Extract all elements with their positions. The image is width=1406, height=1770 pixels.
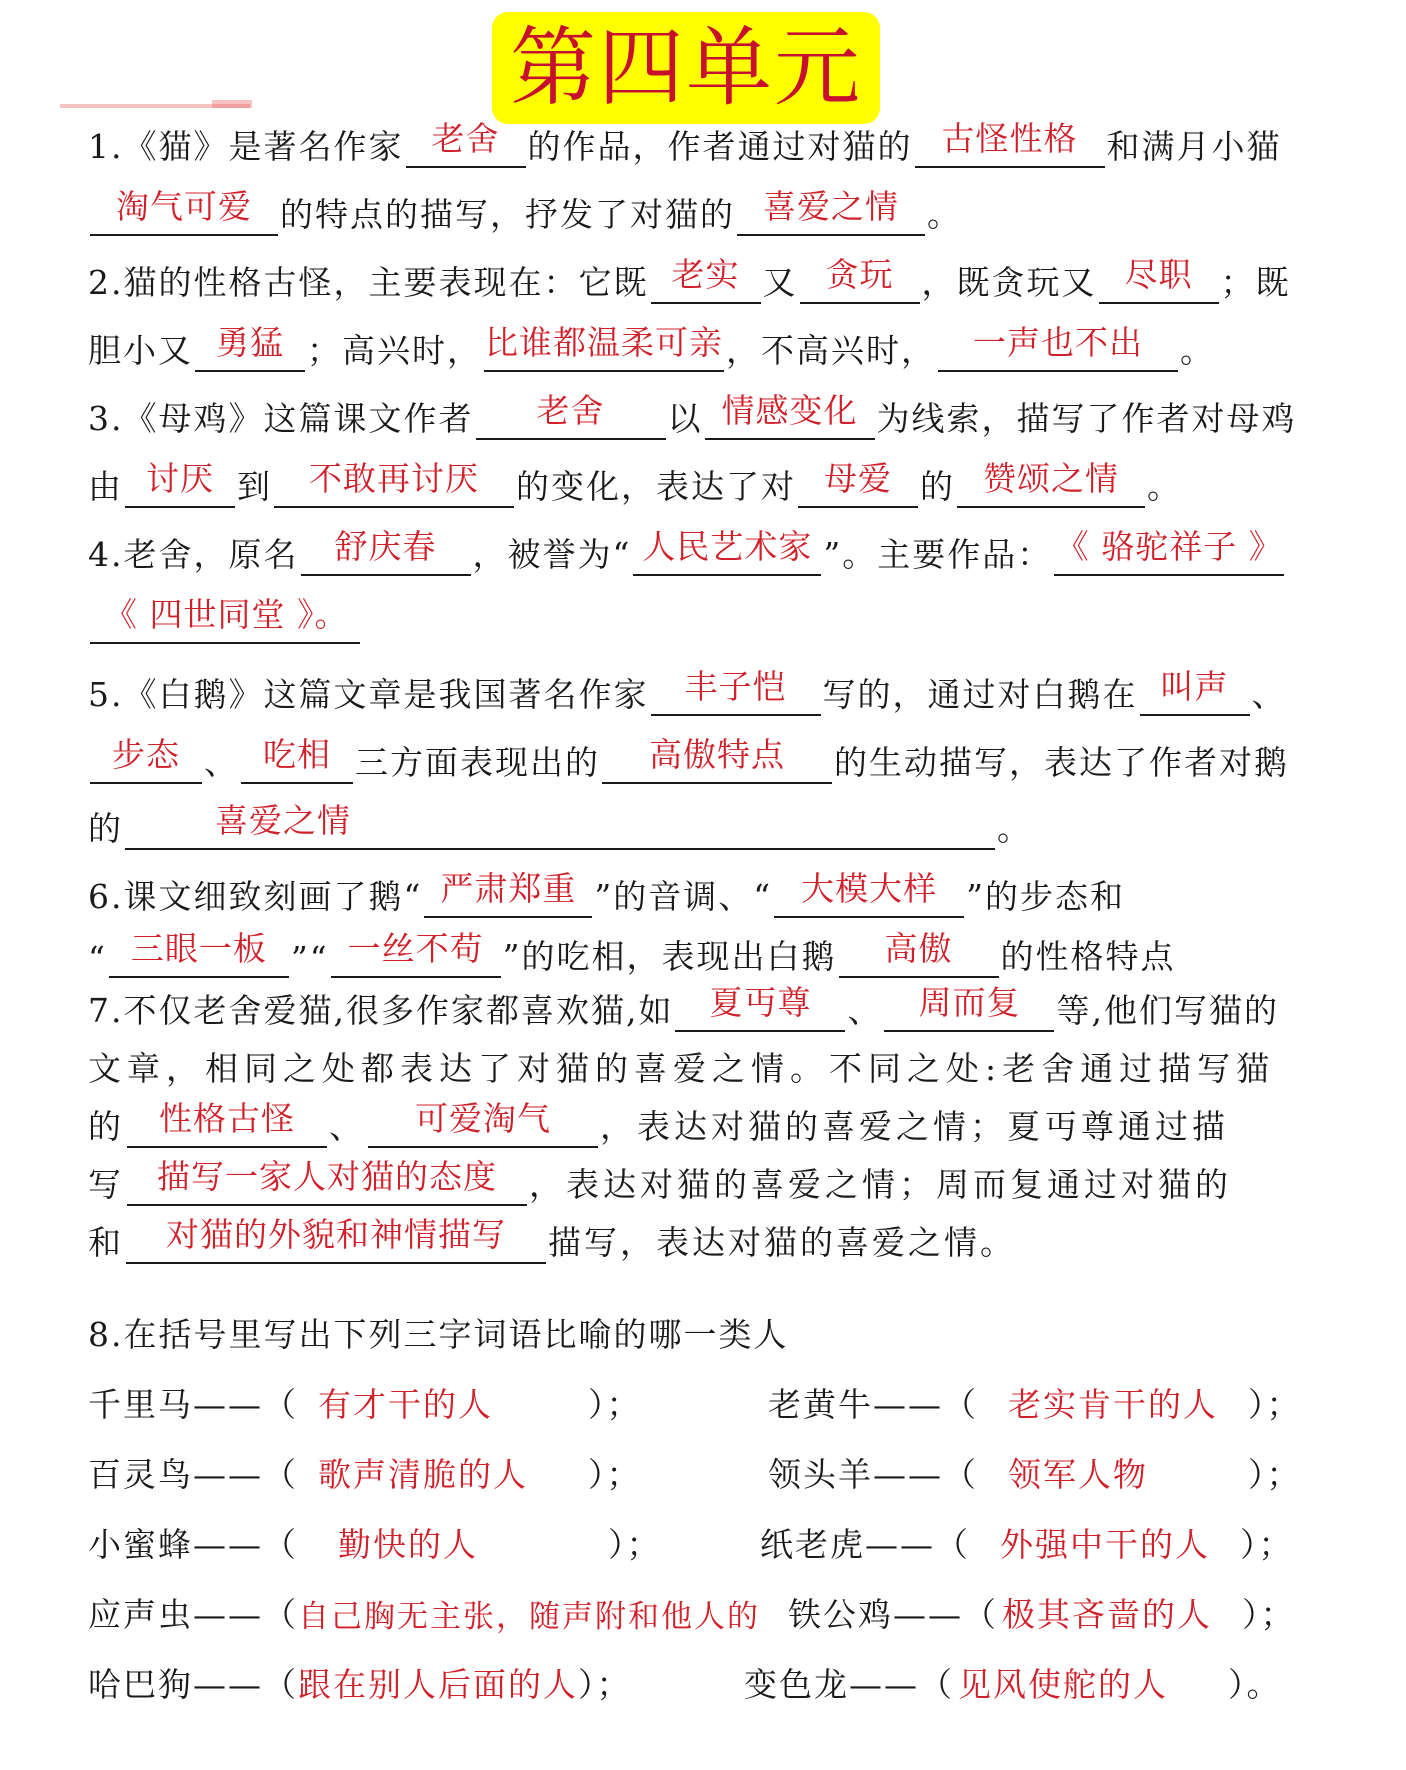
- q8-word-7: 应声虫——（: [88, 1595, 298, 1634]
- q8-word-4: 领头羊——（: [768, 1455, 978, 1494]
- q4-answer-4: 《 四世同堂 》。: [104, 595, 349, 634]
- q8-word-8: 铁公鸡——（: [788, 1595, 998, 1634]
- q5-answer-5: 高傲特点: [649, 735, 785, 774]
- q4-text-1: 4.老舍，原名: [88, 535, 299, 574]
- q8-item-1: [88, 1366, 642, 1426]
- q7-answer-3: 性格古怪: [159, 1099, 295, 1138]
- q2-text-7: ，不高兴时，: [726, 331, 936, 370]
- q8-row-2: [88, 1436, 1378, 1496]
- q3-text-8: 。: [1147, 467, 1182, 506]
- q2-text-5: 胆小又: [88, 331, 193, 370]
- q1-blank-2: [915, 116, 1105, 168]
- question-7-line-4: [88, 1146, 1378, 1206]
- q6-text-4: “: [88, 939, 107, 978]
- q6-blank-3: [109, 926, 289, 978]
- q8-word-3: 百灵鸟——（: [88, 1455, 298, 1494]
- q8-answer-8: 极其吝啬的人: [1002, 1595, 1212, 1634]
- q2-text-8: 。: [1180, 331, 1215, 370]
- question-3-line-1: [88, 380, 1378, 440]
- q8-end-1: ）；: [588, 1385, 642, 1424]
- q1-text-3: 和满月小猫: [1106, 127, 1282, 166]
- q7-text-2: 、: [847, 991, 883, 1030]
- q8-answer-1: 有才干的人: [318, 1385, 493, 1424]
- q8-end-9: ）；: [578, 1665, 632, 1704]
- q4-text-3: ”。主要作品：: [823, 535, 1053, 574]
- q7-text-5: 的: [88, 1107, 125, 1146]
- q7-answer-6: 对猫的外貌和神情描写: [166, 1215, 506, 1254]
- q5-text-8: 。: [997, 809, 1032, 848]
- q7-answer-1: 夏丏尊: [709, 983, 812, 1022]
- question-8-title: [88, 1296, 1378, 1356]
- q8-row-3: [88, 1506, 1378, 1566]
- q4-answer-1: 舒庆春: [334, 527, 437, 566]
- q8-end-8: ）；: [1242, 1595, 1296, 1634]
- question-1-line-1: [88, 108, 1378, 168]
- q8-answer-6: 外强中干的人: [1000, 1525, 1210, 1564]
- q8-end-4: ）；: [1248, 1455, 1302, 1494]
- q3-text-3: 为线索，描写了作者对母鸡: [876, 399, 1297, 438]
- q4-blank-4: [90, 592, 360, 644]
- q2-answer-4: 勇猛: [216, 323, 284, 362]
- q6-text-7: 的性格特点: [1000, 937, 1176, 976]
- q2-text-2: 又: [762, 263, 798, 302]
- q2-text-3: ，既贪玩又: [921, 263, 1097, 302]
- q8-item-6: [760, 1506, 1294, 1566]
- q5-blank-1: [651, 664, 821, 716]
- q2-blank-1: [651, 252, 761, 304]
- q7-answer-2: 周而复: [918, 983, 1021, 1022]
- q3-answer-6: 赞颂之情: [983, 459, 1119, 498]
- q3-answer-3: 讨厌: [146, 459, 214, 498]
- q7-text-10: 和: [88, 1223, 124, 1262]
- q2-answer-5: 比谁都温柔可亲: [485, 323, 723, 362]
- question-4-line-1: [88, 516, 1378, 576]
- q7-blank-5: [127, 1154, 527, 1206]
- q4-blank-2: [633, 524, 821, 576]
- q5-text-7: 的: [88, 809, 123, 848]
- q7-text-4: 文章，相同之处都表达了对猫的喜爱之情。不同之处:老舍通过描写猫: [88, 1049, 1276, 1088]
- q8-word-2: 老黄牛——（: [768, 1385, 978, 1424]
- q5-answer-1: 丰子恺: [684, 667, 787, 706]
- q1-answer-1: 老舍: [431, 119, 500, 158]
- q8-row-1: [88, 1366, 1378, 1426]
- q7-blank-2: [884, 980, 1054, 1032]
- q7-answer-5: 描写一家人对猫的态度: [157, 1157, 497, 1196]
- question-1-line-2: [88, 176, 1378, 236]
- q5-blank-3: [90, 732, 202, 784]
- q7-text-1: 7.不仅老舍爱猫,很多作家都喜欢猫,如: [88, 991, 674, 1030]
- q8-answer-2: 老实肯干的人: [1008, 1385, 1218, 1424]
- question-5-line-3: [88, 790, 1378, 850]
- q5-blank-2: [1140, 664, 1250, 716]
- q7-blank-4: [368, 1096, 598, 1148]
- q8-item-7: [88, 1576, 760, 1636]
- faded-underline-mark-2: [212, 100, 252, 108]
- q7-text-7: ，表达对猫的喜爱之情；夏丏尊通过描: [600, 1107, 1229, 1146]
- q1-answer-4: 喜爱之情: [763, 187, 899, 226]
- question-6-line-2: [88, 918, 1378, 978]
- q3-blank-6: [957, 456, 1145, 508]
- q3-answer-1: 老舍: [536, 391, 605, 430]
- q6-blank-4: [331, 926, 501, 978]
- q4-blank-3: [1054, 524, 1284, 576]
- q8-item-9: [88, 1646, 632, 1706]
- q7-answer-4: 可爱淘气: [415, 1099, 551, 1138]
- q4-answer-3: 《 骆驼祥子 》: [1055, 527, 1283, 566]
- q3-text-5: 到: [237, 467, 272, 506]
- q2-text-4: ；既: [1220, 263, 1291, 302]
- q8-end-10: ）。: [1228, 1665, 1282, 1704]
- q2-blank-3: [1099, 252, 1219, 304]
- q8-end-2: ）；: [1248, 1385, 1302, 1424]
- q8-answer-4: 领军人物: [1008, 1455, 1148, 1494]
- q3-blank-4: [274, 456, 514, 508]
- q2-answer-3: 尽职: [1124, 255, 1193, 294]
- q5-answer-2: 叫声: [1160, 667, 1229, 706]
- q5-answer-3: 步态: [112, 735, 180, 774]
- q8-answer-10: 见风使舵的人: [958, 1665, 1168, 1704]
- q8-item-10: [744, 1646, 1282, 1706]
- q4-blank-1: [301, 524, 471, 576]
- q8-item-2: [768, 1366, 1302, 1426]
- q8-row-5: [88, 1646, 1378, 1706]
- question-3-line-2: [88, 448, 1378, 508]
- q1-answer-2: 古怪性格: [941, 119, 1078, 158]
- q6-text-5: ”“: [290, 939, 329, 978]
- q6-answer-5: 高傲: [884, 929, 953, 968]
- q8-word-1: 千里马——（: [88, 1385, 298, 1424]
- q4-text-2: ，被誉为“: [472, 535, 632, 574]
- q6-text-3: ”的步态和: [966, 877, 1125, 916]
- q8-answer-3: 歌声清脆的人: [318, 1455, 528, 1494]
- question-2-line-1: [88, 244, 1378, 304]
- q2-text-1: 2.猫的性格古怪，主要表现在：它既: [88, 263, 649, 302]
- q1-blank-3: [90, 184, 278, 236]
- q2-answer-2: 贪玩: [825, 255, 894, 294]
- q6-answer-4: 一丝不苟: [347, 929, 484, 968]
- q8-end-5: ）；: [608, 1525, 662, 1564]
- q8-answer-9: 跟在别人后面的人: [298, 1665, 578, 1704]
- q3-blank-1: [476, 388, 666, 440]
- q8-item-3: [88, 1436, 642, 1496]
- q2-blank-6: [938, 320, 1178, 372]
- q2-answer-1: 老实: [671, 255, 740, 294]
- q3-text-1: 3.《母鸡》这篇课文作者: [88, 399, 474, 438]
- q8-word-10: 变色龙——（: [744, 1665, 954, 1704]
- q8-title-text: 8.在括号里写出下列三字词语比喻的哪一类人: [88, 1315, 789, 1354]
- q1-blank-4: [737, 184, 925, 236]
- q8-end-6: ）；: [1240, 1525, 1294, 1564]
- q1-answer-3: 淘气可爱: [116, 187, 252, 226]
- q6-answer-1: 严肃郑重: [440, 869, 577, 908]
- q7-blank-3: [127, 1096, 327, 1148]
- question-5-line-2: [88, 724, 1378, 784]
- q5-text-3: 、: [1251, 675, 1287, 714]
- question-7-line-5: [88, 1204, 1378, 1264]
- q8-item-4: [768, 1436, 1302, 1496]
- question-6-line-1: [88, 858, 1378, 918]
- q6-blank-5: [839, 926, 999, 978]
- q1-text-5: 。: [927, 195, 962, 234]
- q8-item-8: [788, 1576, 1296, 1636]
- q3-answer-2: 情感变化: [721, 391, 858, 430]
- q7-text-3: 等,他们写猫的: [1056, 991, 1279, 1030]
- q5-text-1: 5.《白鹅》这篇文章是我国著名作家: [88, 675, 649, 714]
- q3-text-6: 的变化，表达了对: [516, 467, 796, 506]
- q5-blank-5: [602, 732, 832, 784]
- q5-text-5: 三方面表现出的: [355, 743, 600, 782]
- q5-text-6: 的生动描写，表达了作者对鹅: [834, 743, 1289, 782]
- q3-blank-2: [705, 388, 875, 440]
- q3-text-7: 的: [920, 467, 955, 506]
- q6-text-2: ”的音调、“: [594, 877, 773, 916]
- q5-text-4: 、: [204, 743, 239, 782]
- q3-text-4: 由: [88, 467, 123, 506]
- q3-answer-4: 不敢再讨厌: [309, 459, 479, 498]
- q1-blank-1: [406, 116, 526, 168]
- q2-text-6: ；高兴时，: [307, 331, 482, 370]
- q1-text-1: 1.《猫》是著名作家: [88, 127, 404, 166]
- q7-text-11: 描写，表达对猫的喜爱之情。: [548, 1223, 1016, 1262]
- q6-answer-2: 大模大样: [801, 869, 938, 908]
- q8-end-3: ）；: [588, 1455, 642, 1494]
- q8-answer-7: 自己胸无主张，随声附和他人的: [298, 1599, 760, 1635]
- q6-answer-3: 三眼一板: [130, 929, 267, 968]
- q7-blank-1: [675, 980, 845, 1032]
- q4-answer-2: 人民艺术家: [642, 527, 813, 566]
- question-7-line-3: [88, 1088, 1378, 1148]
- question-7-line-1: [88, 972, 1378, 1032]
- q3-blank-3: [125, 456, 235, 508]
- question-4-line-2: [88, 584, 1378, 644]
- unit-title: 第四单元: [510, 18, 862, 118]
- q2-blank-5: [484, 320, 724, 372]
- q2-blank-2: [800, 252, 920, 304]
- q6-blank-2: [774, 866, 964, 918]
- q3-text-2: 以: [667, 399, 703, 438]
- q3-blank-5: [798, 456, 918, 508]
- q8-word-9: 哈巴狗——（: [88, 1665, 298, 1704]
- q7-text-6: 、: [329, 1107, 366, 1146]
- question-2-line-2: [88, 312, 1378, 372]
- q5-blank-6: [125, 798, 995, 850]
- q5-text-2: 写的，通过对白鹅在: [822, 675, 1138, 714]
- q8-item-5: [88, 1506, 662, 1566]
- q3-answer-5: 母爱: [824, 459, 892, 498]
- q8-row-4: [88, 1576, 1378, 1636]
- q7-blank-6: [126, 1212, 546, 1264]
- q2-blank-4: [195, 320, 305, 372]
- question-7-line-2: [88, 1030, 1378, 1090]
- q5-answer-6: 喜爱之情: [215, 801, 351, 840]
- q6-blank-1: [424, 866, 592, 918]
- q7-text-9: ，表达对猫的喜爱之情；周而复通过对猫的: [529, 1165, 1232, 1204]
- q2-answer-6: 一声也不出: [973, 323, 1143, 362]
- q1-text-4: 的特点的描写，抒发了对猫的: [280, 195, 735, 234]
- q8-answer-5: 勤快的人: [338, 1525, 478, 1564]
- q1-text-2: 的作品，作者通过对猫的: [527, 127, 913, 166]
- q7-text-8: 写: [88, 1165, 125, 1204]
- question-5-line-1: [88, 656, 1378, 716]
- q8-word-5: 小蜜蜂——（: [88, 1525, 298, 1564]
- q5-answer-4: 吃相: [263, 735, 331, 774]
- q6-text-1: 6.课文细致刻画了鹅“: [88, 877, 423, 916]
- q6-text-6: ”的吃相，表现出白鹅: [502, 937, 837, 976]
- q8-word-6: 纸老虎——（: [760, 1525, 970, 1564]
- q5-blank-4: [241, 732, 353, 784]
